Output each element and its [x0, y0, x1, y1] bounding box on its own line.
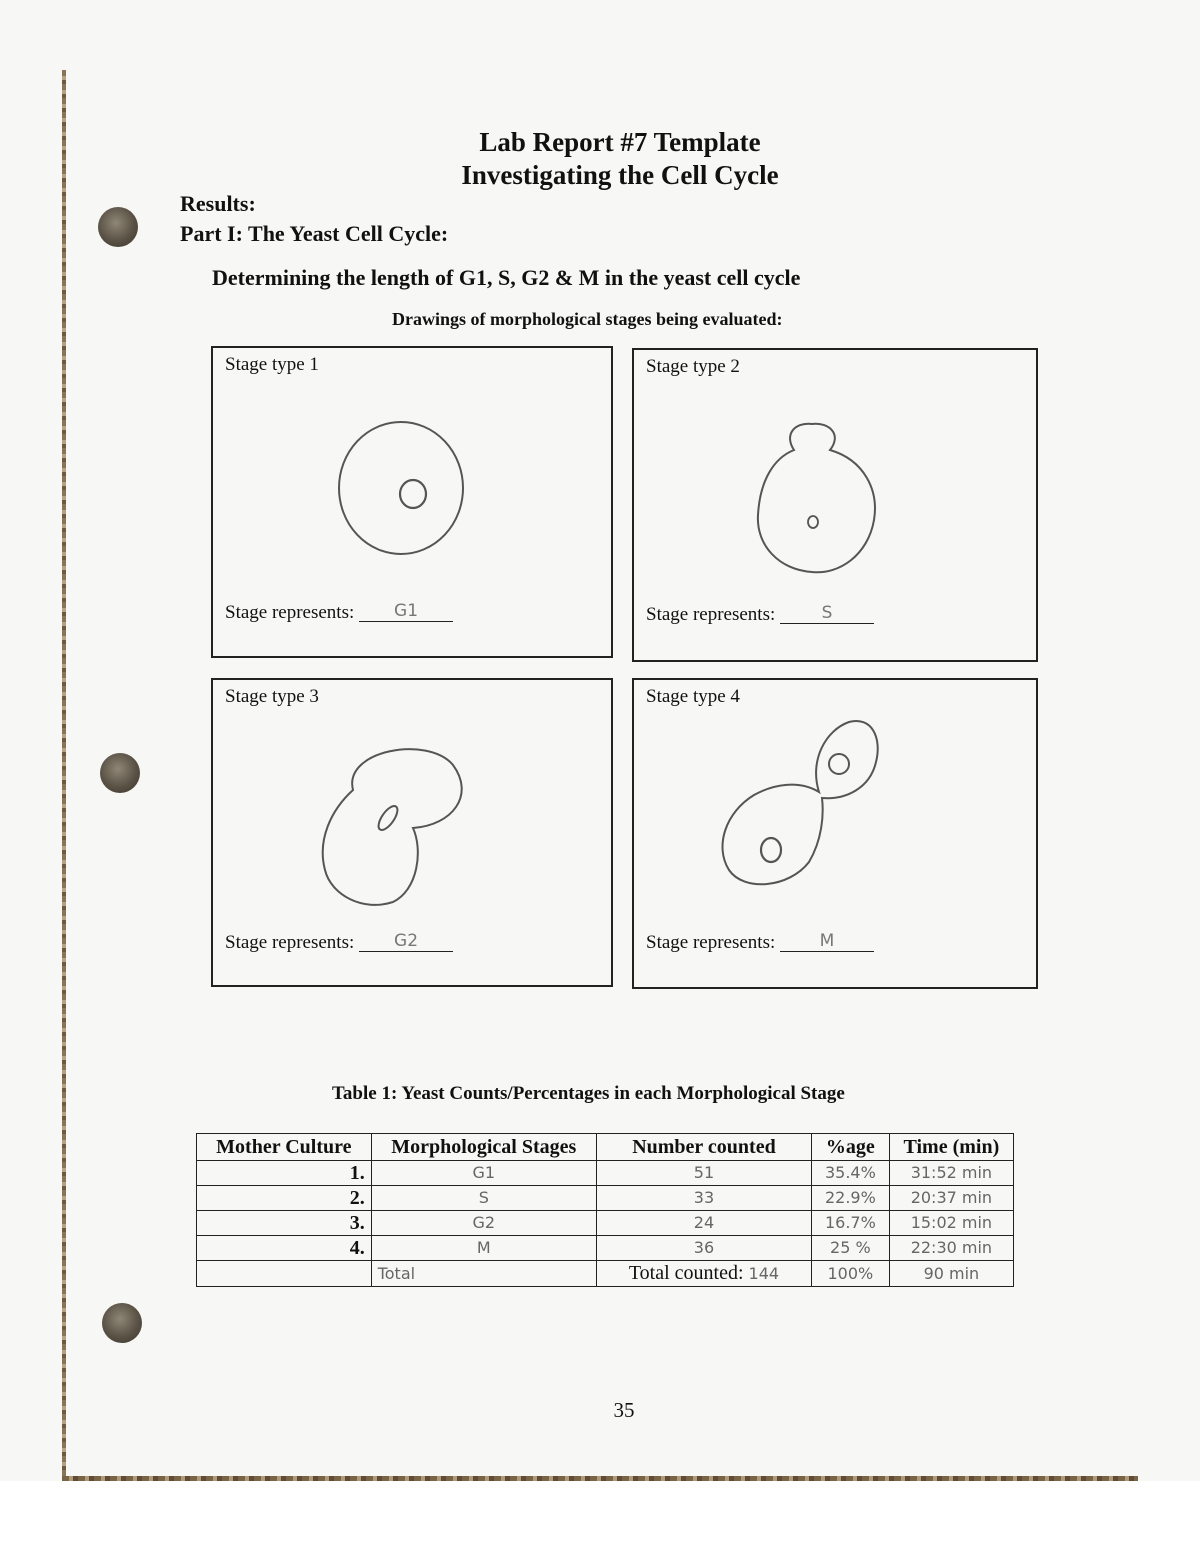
section-heading: Determining the length of G1, S, G2 & M in the yeast cell cycle [212, 265, 801, 290]
stage-represents-label: Stage represents: [646, 604, 776, 625]
page-subtitle: Investigating the Cell Cycle [461, 160, 779, 190]
percent-cell: 25 % [812, 1236, 890, 1261]
yeast-counts-table [196, 1133, 1014, 1287]
results-heading: Results: [180, 191, 256, 216]
part-heading: Part I: The Yeast Cell Cycle: [180, 221, 449, 246]
stage-represents-label: Stage represents: [646, 932, 776, 953]
total-stage-cell: Total [371, 1261, 596, 1287]
stage-represents-row [646, 604, 874, 626]
stage-title: Stage type 4 [646, 686, 740, 707]
column-header: Mother Culture [197, 1134, 372, 1161]
column-header: Time (min) [889, 1134, 1013, 1161]
percent-cell: 16.7% [812, 1211, 890, 1236]
stage-cell: S [371, 1186, 596, 1211]
page-title: Lab Report #7 Template [479, 127, 761, 157]
stage-cell: G1 [371, 1161, 596, 1186]
table-total-row [197, 1261, 1014, 1287]
stage-represents-row [646, 932, 874, 954]
stage-represents-row [225, 602, 453, 624]
drawings-caption: Drawings of morphological stages being evaluated: [392, 309, 783, 329]
time-cell: 15:02 min [889, 1211, 1013, 1236]
percent-cell: 22.9% [812, 1186, 890, 1211]
binder-hole [102, 1303, 142, 1343]
empty-cell [197, 1261, 372, 1287]
time-cell: 22:30 min [889, 1236, 1013, 1261]
binder-hole [100, 753, 140, 793]
time-cell: 20:37 min [889, 1186, 1013, 1211]
stage-box-1 [211, 346, 613, 658]
time-cell: 31:52 min [889, 1161, 1013, 1186]
total-count-value: 144 [748, 1264, 780, 1283]
row-number: 3. [197, 1211, 372, 1236]
stage-answer: G2 [359, 931, 453, 952]
table-header-row [197, 1134, 1014, 1161]
stage-box-3 [211, 678, 613, 987]
stage-title: Stage type 2 [646, 356, 740, 377]
table-row [197, 1236, 1014, 1261]
table-row [197, 1186, 1014, 1211]
stage-represents-row [225, 932, 453, 954]
page-left-edge [62, 70, 66, 1482]
total-percent-cell: 100% [812, 1261, 890, 1287]
table-row [197, 1161, 1014, 1186]
count-cell: 33 [596, 1186, 811, 1211]
binder-hole [98, 207, 138, 247]
total-time-cell: 90 min [889, 1261, 1013, 1287]
row-number: 1. [197, 1161, 372, 1186]
total-counted-label: Total counted: [628, 1262, 744, 1284]
stage-represents-label: Stage represents: [225, 932, 355, 953]
total-count-cell [596, 1261, 811, 1287]
stage-cell: M [371, 1236, 596, 1261]
stage-answer: G1 [359, 601, 453, 622]
stage-answer: M [780, 931, 874, 952]
page-margin [0, 1481, 1200, 1553]
stage-answer: S [780, 603, 874, 624]
table-row [197, 1211, 1014, 1236]
stage-box-2 [632, 348, 1038, 662]
stage-title: Stage type 3 [225, 686, 319, 707]
column-header: Number counted [596, 1134, 811, 1161]
stage-title: Stage type 1 [225, 354, 319, 375]
count-cell: 51 [596, 1161, 811, 1186]
count-cell: 36 [596, 1236, 811, 1261]
percent-cell: 35.4% [812, 1161, 890, 1186]
table-caption: Table 1: Yeast Counts/Percentages in each Morphological Stage [332, 1083, 845, 1104]
stage-cell: G2 [371, 1211, 596, 1236]
stage-represents-label: Stage represents: [225, 602, 355, 623]
page-number: 35 [613, 1398, 635, 1422]
row-number: 2. [197, 1186, 372, 1211]
stage-box-4 [632, 678, 1038, 989]
row-number: 4. [197, 1236, 372, 1261]
column-header: Morphological Stages [371, 1134, 596, 1161]
column-header: %age [812, 1134, 890, 1161]
count-cell: 24 [596, 1211, 811, 1236]
